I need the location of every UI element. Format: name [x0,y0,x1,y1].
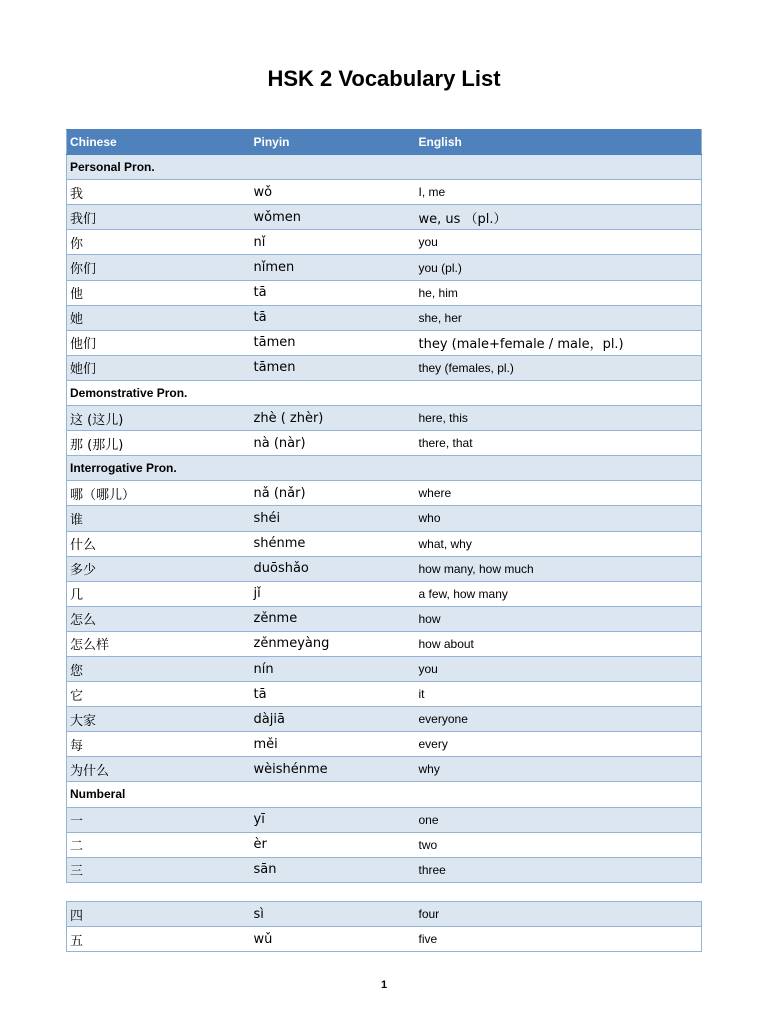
table-row [67,631,702,656]
english-cell: you (pl.) [416,255,702,280]
chinese-cell: 这 (这儿) [67,406,251,431]
chinese-cell: 怎么 [67,606,251,631]
chinese-cell: 他们 [67,330,251,355]
column-header-chinese: Chinese [67,130,251,155]
pinyin-cell: zhè ( zhèr) [251,406,416,431]
table-row [67,255,702,280]
section-row [67,155,702,180]
table-row [67,656,702,681]
section-row [67,380,702,405]
english-cell: what, why [416,531,702,556]
pinyin-cell: sì [251,902,416,927]
pinyin-cell: tāmen [251,330,416,355]
chinese-cell: 四 [67,902,251,927]
table-row [67,481,702,506]
section-label: Numberal [67,782,702,807]
pinyin-cell: duōshǎo [251,556,416,581]
table-row [67,330,702,355]
pinyin-cell: shéi [251,506,416,531]
english-cell: two [416,832,702,857]
pinyin-cell: yī [251,807,416,832]
pinyin-cell: nà (nàr) [251,431,416,456]
chinese-cell: 它 [67,682,251,707]
chinese-cell: 我们 [67,205,251,230]
english-cell: he, him [416,280,702,305]
english-cell: who [416,506,702,531]
english-cell: why [416,757,702,782]
section-label: Personal Pron. [67,155,702,180]
vocabulary-table-body [67,155,702,883]
table-row [67,305,702,330]
table-row [67,902,702,927]
pinyin-cell: nǎ (nǎr) [251,481,416,506]
chinese-cell: 每 [67,732,251,757]
table-row [67,927,702,952]
chinese-cell: 他 [67,280,251,305]
pinyin-cell: èr [251,832,416,857]
english-cell: how [416,606,702,631]
pinyin-cell: wǔ [251,927,416,952]
table-row [67,506,702,531]
table-row [67,807,702,832]
chinese-cell: 她 [67,305,251,330]
pinyin-cell: dàjiā [251,707,416,732]
table-row [67,606,702,631]
table-header-row [67,130,702,155]
chinese-cell: 一 [67,807,251,832]
english-cell: a few, how many [416,581,702,606]
chinese-cell: 您 [67,656,251,681]
pinyin-cell: tā [251,682,416,707]
table-row [67,707,702,732]
english-cell: there, that [416,431,702,456]
english-cell: here, this [416,406,702,431]
english-cell: it [416,682,702,707]
english-cell: one [416,807,702,832]
pinyin-cell: zěnmeyàng [251,631,416,656]
english-cell: how many, how much [416,556,702,581]
chinese-cell: 什么 [67,531,251,556]
pinyin-cell: wǒ [251,180,416,205]
table-row [67,406,702,431]
table-row [67,180,702,205]
chinese-cell: 为什么 [67,757,251,782]
table-row [67,431,702,456]
english-cell: she, her [416,305,702,330]
column-header-english: English [416,130,702,155]
chinese-cell: 五 [67,927,251,952]
section-label: Demonstrative Pron. [67,380,702,405]
pinyin-cell: sān [251,857,416,882]
table-row [67,531,702,556]
vocabulary-table-continued [66,901,702,952]
table-row [67,857,702,882]
table-row [67,832,702,857]
table-row [67,355,702,380]
vocabulary-table-continued-body [67,902,702,952]
chinese-cell: 哪（哪儿） [67,481,251,506]
english-cell: they (male+female / male，pl.) [416,330,702,355]
english-cell: I, me [416,180,702,205]
table-row [67,581,702,606]
pinyin-cell: měi [251,732,416,757]
english-cell: we, us （pl.） [416,205,702,230]
pinyin-cell: nǐmen [251,255,416,280]
chinese-cell: 三 [67,857,251,882]
english-cell: four [416,902,702,927]
table-row [67,682,702,707]
pinyin-cell: wǒmen [251,205,416,230]
chinese-cell: 你们 [67,255,251,280]
pinyin-cell: tā [251,305,416,330]
pinyin-cell: tāmen [251,355,416,380]
english-cell: how about [416,631,702,656]
english-cell: everyone [416,707,702,732]
column-header-pinyin: Pinyin [251,130,416,155]
english-cell: every [416,732,702,757]
chinese-cell: 谁 [67,506,251,531]
english-cell: you [416,230,702,255]
pinyin-cell: nǐ [251,230,416,255]
section-label: Interrogative Pron. [67,456,702,481]
section-row [67,782,702,807]
chinese-cell: 她们 [67,355,251,380]
pinyin-cell: jǐ [251,581,416,606]
table-row [67,230,702,255]
chinese-cell: 那 (那儿) [67,431,251,456]
english-cell: they (females, pl.) [416,355,702,380]
chinese-cell: 二 [67,832,251,857]
english-cell: where [416,481,702,506]
vocabulary-table [66,129,702,883]
table-row [67,280,702,305]
english-cell: three [416,857,702,882]
chinese-cell: 几 [67,581,251,606]
chinese-cell: 多少 [67,556,251,581]
pinyin-cell: nín [251,656,416,681]
section-row [67,456,702,481]
english-cell: five [416,927,702,952]
pinyin-cell: tā [251,280,416,305]
page-number: 1 [380,979,388,991]
pinyin-cell: zěnme [251,606,416,631]
table-row [67,556,702,581]
pinyin-cell: shénme [251,531,416,556]
table-row [67,205,702,230]
page-title: HSK 2 Vocabulary List [267,66,501,91]
pinyin-cell: wèishénme [251,757,416,782]
chinese-cell: 怎么样 [67,631,251,656]
table-row [67,757,702,782]
chinese-cell: 大家 [67,707,251,732]
table-row [67,732,702,757]
english-cell: you [416,656,702,681]
chinese-cell: 我 [67,180,251,205]
chinese-cell: 你 [67,230,251,255]
